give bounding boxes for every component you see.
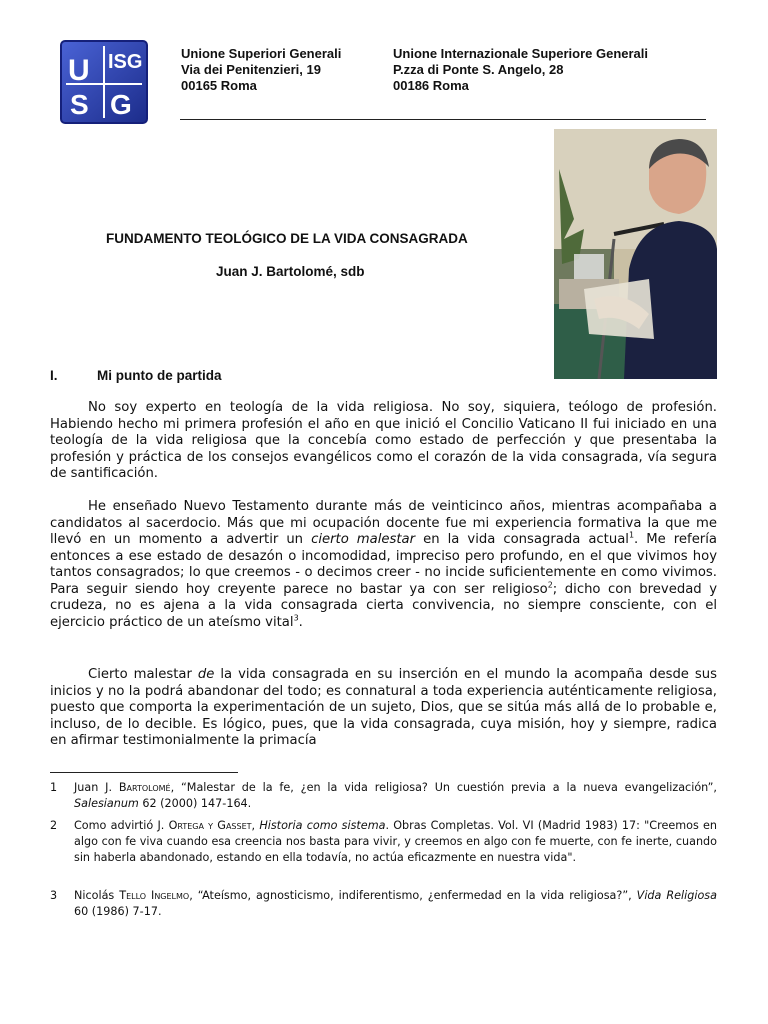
footnote-3-part-c: , “Ateísmo, agnosticismo, indiferentismo, ¿enfermedad en la vida religiosa?”, — [189, 889, 637, 902]
footnote-2-text — [50, 818, 717, 866]
paragraph-2-text-a: He enseñado Nuevo Testamento durante más de veinticinco años, mientras acompañaba a candidatos al sacerdocio. Más que mi ocupación docente fue mi experiencia formativa la que me llevó en un momento a advertir un — [50, 499, 717, 547]
footnote-1-part-c: , “Malestar de la fe, ¿en la vida religiosa? Un cuestión previa a la nueva evangelización”, — [170, 781, 717, 794]
footnote-2 — [50, 818, 717, 866]
paragraph-2 — [50, 499, 717, 631]
author-photo — [554, 129, 717, 379]
paragraph-3-text-a: Cierto malestar — [88, 667, 198, 682]
header-right-address — [393, 46, 648, 94]
footnote-1-part-e: 62 (2000) 147-164. — [138, 797, 252, 810]
paragraph-3-text-c: la vida consagrada en su inserción en el mundo la acompaña desde sus inicios y no la podrá abandonar del todo; es connatural a toda experiencia auténticamente religiosa, puesto que comporta la experimentación de un sujeto, Dios, que se sitúa más allá de lo probable e, incluso, de lo decible. Es lógico, pues, que la vida consagrada, cuya misión, hoy y siempre, radica en afirmar testimonialmente la primacía — [50, 667, 718, 748]
section-number: I. — [50, 368, 58, 383]
paragraph-3 — [50, 667, 717, 750]
footnote-ref-2[interactable]: 2 — [547, 580, 553, 590]
header-left-line-2: Via dei Penitenzieri, 19 — [181, 62, 321, 77]
author-photo-illustration — [554, 129, 717, 379]
footnote-2-part-e: . Obras Completas. Vol. VI (Madrid 1983) 17: "Creemos en algo con fe viva cuando esa creencia nos basta para vivir, y creemos en algo con fe muerte, con fe inerte, cuando sin haberla abandonado, estando en ella todavía, no actúa eficazmente en nuestra vida". — [74, 819, 717, 864]
document-author: Juan J. Bartolomé, sdb — [216, 264, 365, 279]
header-divider — [180, 119, 706, 120]
footnote-ref-3[interactable]: 3 — [293, 613, 299, 623]
paragraph-2-text-f: . — [298, 614, 303, 630]
paragraph-3-italic: de — [197, 667, 215, 682]
footnote-3-journal: Vida Religiosa — [636, 889, 717, 902]
usg-logo-graphic — [60, 40, 148, 124]
paragraph-1 — [50, 400, 717, 483]
footnote-3-text — [50, 888, 717, 920]
paragraph-2-text-c: en la vida consagrada actual — [415, 532, 629, 547]
paragraph-2-text-e: ; dicho con brevedad y crudeza, no es ajena a la vida consagrada cierta convivencia, no siempre consciente, con el ejercicio práctico de un ateísmo vital — [50, 581, 718, 630]
footnote-1-number: 1 — [50, 781, 58, 794]
footnote-2-part-c: , — [251, 819, 260, 832]
usg-logo — [60, 40, 148, 124]
footnote-1-text — [50, 780, 717, 812]
footnote-3-part-e: 60 (1986) 7-17. — [74, 905, 162, 918]
footnote-1-journal: Salesianum — [74, 797, 139, 810]
footnote-2-number: 2 — [50, 819, 58, 832]
footnote-1-part-a: Juan J. — [74, 781, 119, 794]
footnote-1-author: Bartolomé — [118, 781, 171, 794]
paragraph-1-text: No soy experto en teología de la vida religiosa. No soy, siquiera, teólogo de profesión. Habiendo hecho mi primera profesión el año en que inició el Concilio Vaticano II fui iniciado en una teología de la vida religiosa que la concebía como estado de perfección y que presentaba la profesión y práctica de los consejos evangélicos como el corazón de la vida consagrada, vía segura de santificación. — [50, 400, 717, 481]
footnote-divider — [50, 772, 238, 773]
header-left-address — [181, 46, 341, 94]
footnote-2-work: Historia como sistema — [259, 819, 386, 832]
footnote-1 — [50, 780, 717, 812]
header-left-line-1: Unione Superiori Generali — [181, 46, 342, 61]
header-left-line-3: 00165 Roma — [181, 78, 257, 93]
footnote-2-author: Ortega y Gasset — [168, 819, 252, 832]
header-right-line-1: Unione Internazionale Superiore Generali — [393, 46, 649, 61]
footnote-ref-1[interactable]: 1 — [628, 530, 635, 540]
logo-letters-isg: ISG — [108, 51, 143, 73]
footnote-3-number: 3 — [50, 889, 58, 902]
logo-letter-s: S — [70, 89, 89, 120]
paragraph-2-text-d: . Me refería entonces a ese estado de desazón o incomodidad, impreciso pero profundo, en el que vivimos hoy tantos consagrados; lo que creemos - o decimos creer - no incide suficientemente en como vivimos. Para seguir siendo hoy creyente parece no bastar ya con ser religioso — [50, 532, 717, 597]
document-title: FUNDAMENTO TEOLÓGICO DE LA VIDA CONSAGRADA — [106, 231, 468, 246]
header-right-line-2: P.zza di Ponte S. Angelo, 28 — [393, 62, 564, 77]
header-right-line-3: 00186 Roma — [393, 78, 469, 93]
footnote-3-part-a: Nicolás — [74, 889, 120, 902]
logo-letter-u: U — [68, 54, 90, 87]
footnote-3 — [50, 888, 717, 920]
logo-letter-g: G — [110, 89, 132, 120]
footnote-2-part-a: Como advirtió J. — [74, 819, 169, 832]
section-title: Mi punto de partida — [97, 368, 222, 383]
footnote-3-author: Tello Ingelmo — [119, 889, 190, 902]
paragraph-2-italic: cierto malestar — [311, 532, 416, 547]
